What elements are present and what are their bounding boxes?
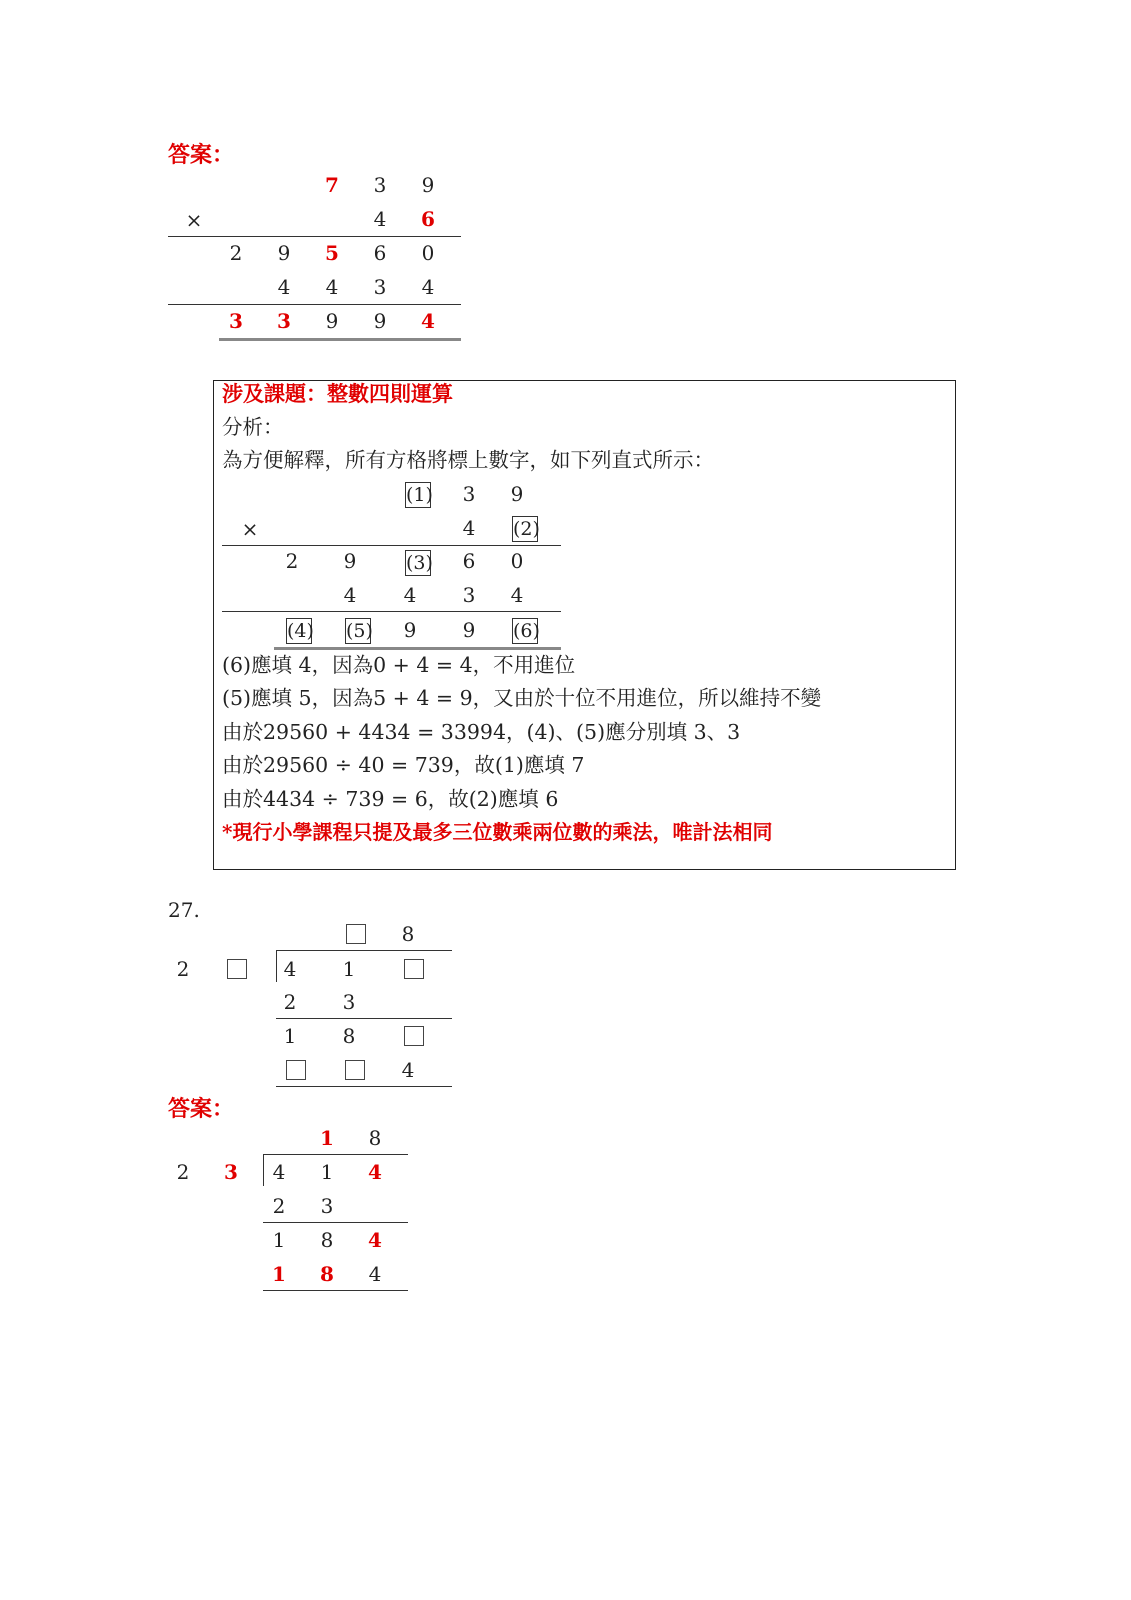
digit: 4 [373, 207, 387, 231]
division-bar [276, 950, 452, 951]
digit: 3 [224, 1160, 238, 1184]
digit: 1 [283, 1024, 297, 1048]
digit: 9 [325, 309, 339, 333]
rule-line [168, 304, 461, 305]
digit: 4 [462, 516, 476, 540]
digit: 4 [510, 583, 524, 607]
result-rule [219, 338, 461, 341]
digit: 3 [342, 990, 356, 1014]
digit: 4 [421, 309, 435, 333]
digit: 5 [325, 241, 339, 265]
digit: 3 [462, 583, 476, 607]
digit: 4 [421, 275, 435, 299]
digit: 9 [462, 618, 476, 642]
digit: 6 [462, 549, 476, 573]
rule-line [222, 545, 561, 546]
division-bar [263, 1154, 408, 1155]
digit: 3 [277, 309, 291, 333]
multiply-sign: × [185, 208, 203, 232]
digit: 3 [373, 275, 387, 299]
digit: 2 [176, 957, 190, 981]
blank-box[interactable] [345, 1060, 365, 1080]
box-label: (3) [406, 552, 433, 574]
digit: 2 [283, 990, 297, 1014]
rule-line [263, 1222, 408, 1223]
digit: 2 [229, 241, 243, 265]
digit: 4 [401, 1058, 415, 1082]
digit: 3 [462, 482, 476, 506]
box-label: (5) [346, 620, 373, 642]
digit: 9 [510, 482, 524, 506]
digit: 4 [368, 1262, 382, 1286]
multiply-sign: × [241, 517, 259, 541]
answer-label: 答案： [168, 142, 235, 168]
digit: 2 [285, 549, 299, 573]
blank-box[interactable] [286, 1060, 306, 1080]
digit: 0 [510, 549, 524, 573]
digit: 9 [277, 241, 291, 265]
digit: 2 [176, 1160, 190, 1184]
digit: 9 [343, 549, 357, 573]
digit: 1 [320, 1126, 334, 1150]
digit: 4 [325, 275, 339, 299]
topic-heading: 涉及課題：整數四則運算 [222, 381, 453, 406]
digit: 6 [373, 241, 387, 265]
digit: 8 [320, 1262, 334, 1286]
digit: 1 [342, 957, 356, 981]
rule-line [168, 236, 461, 237]
digit: 8 [401, 922, 415, 946]
digit: 4 [403, 583, 417, 607]
digit: 0 [421, 241, 435, 265]
digit: 1 [272, 1262, 286, 1286]
blank-box[interactable] [346, 924, 366, 944]
digit: 4 [277, 275, 291, 299]
explanation-panel [213, 380, 956, 870]
digit: 1 [272, 1228, 286, 1252]
answer-label: 答案： [168, 1096, 235, 1122]
box-label: (1) [406, 484, 433, 506]
digit: 1 [320, 1160, 334, 1184]
intro-text: 為方便解釋，所有方格將標上數字，如下列直式所示： [222, 448, 714, 472]
digit: 7 [325, 173, 339, 197]
explanation-line: 由於29560 ÷ 40 = 739，故(1)應填 7 [222, 753, 585, 777]
explanation-line: (6)應填 4，因為0 + 4 = 4，不用進位 [222, 653, 576, 677]
digit: 3 [320, 1194, 334, 1218]
box-label: (4) [287, 620, 314, 642]
explanation-line: (5)應填 5，因為5 + 4 = 9，又由於十位不用進位，所以維持不變 [222, 686, 822, 710]
digit: 6 [421, 207, 435, 231]
digit: 3 [229, 309, 243, 333]
explanation-line: 由於29560 + 4434 = 33994，(4)、(5)應分別填 3、3 [222, 720, 741, 744]
digit: 8 [320, 1228, 334, 1252]
rule-line [276, 1086, 452, 1087]
digit: 3 [373, 173, 387, 197]
box-label: (6) [513, 620, 540, 642]
digit: 2 [272, 1194, 286, 1218]
digit: 9 [373, 309, 387, 333]
digit: 4 [283, 957, 297, 981]
blank-box[interactable] [404, 1026, 424, 1046]
blank-box[interactable] [227, 959, 247, 979]
blank-box[interactable] [404, 959, 424, 979]
box-label: (2) [513, 518, 540, 540]
digit: 8 [368, 1126, 382, 1150]
question-number: 27. [168, 898, 200, 922]
digit: 4 [368, 1228, 382, 1252]
result-rule [274, 647, 561, 650]
digit: 9 [421, 173, 435, 197]
digit: 4 [272, 1160, 286, 1184]
analysis-label: 分析： [222, 415, 284, 439]
digit: 8 [342, 1024, 356, 1048]
digit: 4 [368, 1160, 382, 1184]
curriculum-note: *現行小學課程只提及最多三位數乘兩位數的乘法，唯計法相同 [222, 820, 773, 844]
rule-line [222, 611, 561, 612]
digit: 9 [403, 618, 417, 642]
rule-line [276, 1018, 452, 1019]
rule-line [263, 1290, 408, 1291]
digit: 4 [343, 583, 357, 607]
explanation-line: 由於4434 ÷ 739 = 6，故(2)應填 6 [222, 787, 559, 811]
